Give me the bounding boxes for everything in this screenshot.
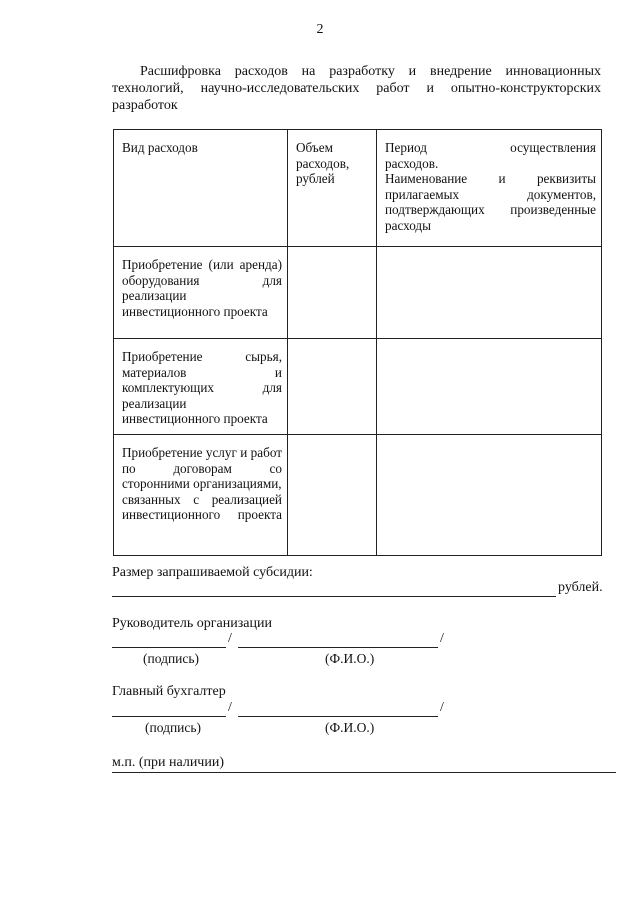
header-expense-period: Период осуществления расходов. Наименование и реквизиты прилагаемых документов, подтверждающих произведенные расходы [377,130,602,247]
row-expense-docs[interactable] [377,435,602,556]
row-expense-docs[interactable] [377,339,602,435]
accountant-separator: / [228,700,232,715]
heading-line-2: технологий, научно-исследовательских работ и опытно-конструкторских [112,81,601,96]
row-expense-type: Приобретение сырья, материалов и комплектующих для реализации инвестиционного проекта [114,339,288,435]
accountant-name-caption: (Ф.И.О.) [325,720,375,735]
accountant-signature-line[interactable] [112,716,226,717]
table-row [114,339,602,435]
row-expense-amount[interactable] [288,339,377,435]
accountant-signature-caption: (подпись) [145,720,202,735]
director-name-caption: (Ф.И.О.) [325,651,375,666]
subsidy-unit: рублей. [558,580,603,595]
document-heading [112,63,601,114]
page-number: 2 [316,22,324,37]
heading-line-3: разработок [112,98,178,113]
expenses-table [113,129,602,556]
header-expense-type: Вид расходов [114,130,288,247]
row-expense-amount[interactable] [288,435,377,556]
row-expense-type: Приобретение (или аренда) оборудования для реализации инвестиционного проекта [114,247,288,339]
row-expense-type: Приобретение услуг и работ по договорам со сторонними организациями, связанных с реализацией инвестиционного проекта [114,435,288,556]
subsidy-label: Размер запрашиваемой субсидии: [112,565,313,580]
director-separator: / [228,631,232,646]
director-signature-line[interactable] [112,647,226,648]
stamp-label: м.п. (при наличии) [112,755,224,770]
table-row [114,247,602,339]
accountant-label: Главный бухгалтер [112,684,226,699]
accountant-end-slash: / [440,700,444,715]
accountant-name-line[interactable] [238,716,438,717]
director-label: Руководитель организации [112,616,272,631]
table-header-row [114,130,602,247]
header-expense-amount: Объем расходов, рублей [288,130,377,247]
stamp-line [112,772,616,773]
table-row [114,435,602,556]
row-expense-docs[interactable] [377,247,602,339]
director-end-slash: / [440,631,444,646]
subsidy-amount-line[interactable] [112,596,556,597]
row-expense-amount[interactable] [288,247,377,339]
heading-line-1: Расшифровка расходов на разработку и внедрение инновационных [140,64,601,79]
director-name-line[interactable] [238,647,438,648]
director-signature-caption: (подпись) [143,651,200,666]
